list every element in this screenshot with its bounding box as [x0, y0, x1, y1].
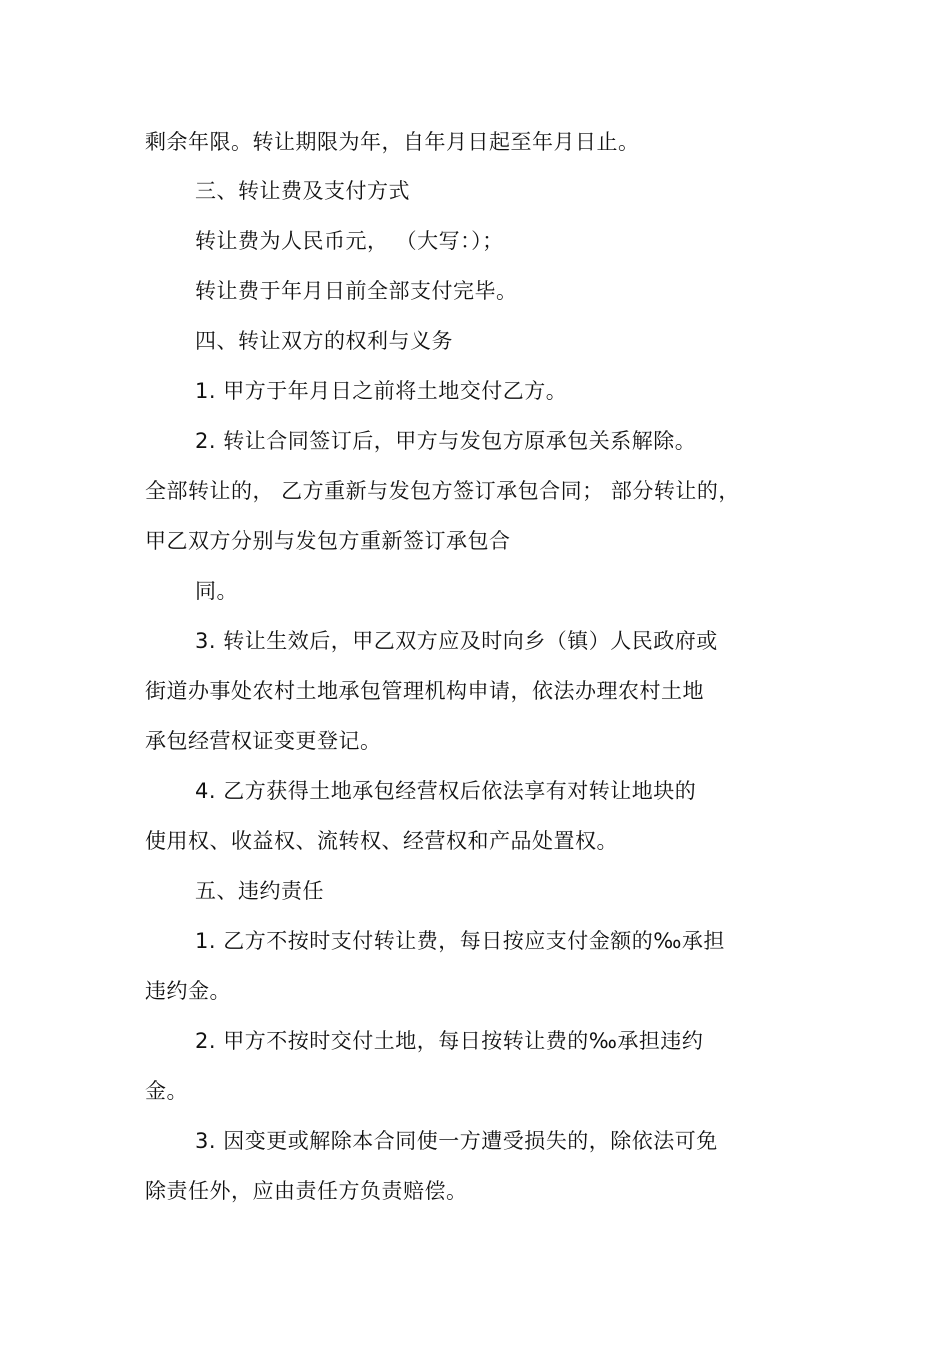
clause-4-2-continued: 全部转让的， 乙方重新与发包方签订承包合同； 部分转让的， — [145, 479, 740, 503]
clause-4-4: 4. 乙方获得土地承包经营权后依法享有对转让地块的 — [195, 779, 697, 803]
clause-4-3-continued: 承包经营权证变更登记。 — [145, 729, 382, 753]
text-line-fee-amount: 转让费为人民币元， （大写：）； — [195, 229, 504, 253]
clause-4-2: 2. 转让合同签订后，甲方与发包方原承包关系解除。 — [195, 429, 697, 453]
clause-4-1: 1. 甲方于年月日之前将土地交付乙方。 — [195, 379, 568, 403]
section-heading-fee-payment: 三、转让费及支付方式 — [195, 179, 410, 203]
clause-5-2: 2. 甲方不按时交付土地，每日按转让费的‰承担违约 — [195, 1029, 704, 1053]
clause-4-4-continued: 使用权、收益权、流转权、经营权和产品处置权。 — [145, 829, 618, 853]
text-line-fee-deadline: 转让费于年月日前全部支付完毕。 — [195, 279, 518, 303]
text-line-remaining-term: 剩余年限。转让期限为年，自年月日起至年月日止。 — [145, 130, 640, 154]
clause-5-3-continued: 除责任外，应由责任方负责赔偿。 — [145, 1179, 468, 1203]
clause-4-3: 3. 转让生效后，甲乙双方应及时向乡（镇）人民政府或 — [195, 629, 718, 653]
clause-4-2-continued: 同。 — [195, 579, 238, 603]
section-heading-rights-obligations: 四、转让双方的权利与义务 — [195, 329, 453, 353]
clause-5-1-continued: 违约金。 — [145, 979, 231, 1003]
clause-4-3-continued: 街道办事处农村土地承包管理机构申请，依法办理农村土地 — [145, 679, 704, 703]
clause-5-2-continued: 金。 — [145, 1079, 188, 1103]
section-heading-liability: 五、违约责任 — [195, 879, 324, 903]
clause-5-1: 1. 乙方不按时支付转让费，每日按应支付金额的‰承担 — [195, 929, 725, 953]
clause-4-2-continued: 甲乙双方分别与发包方重新签订承包合 — [145, 529, 511, 553]
clause-5-3: 3. 因变更或解除本合同使一方遭受损失的，除依法可免 — [195, 1129, 718, 1153]
